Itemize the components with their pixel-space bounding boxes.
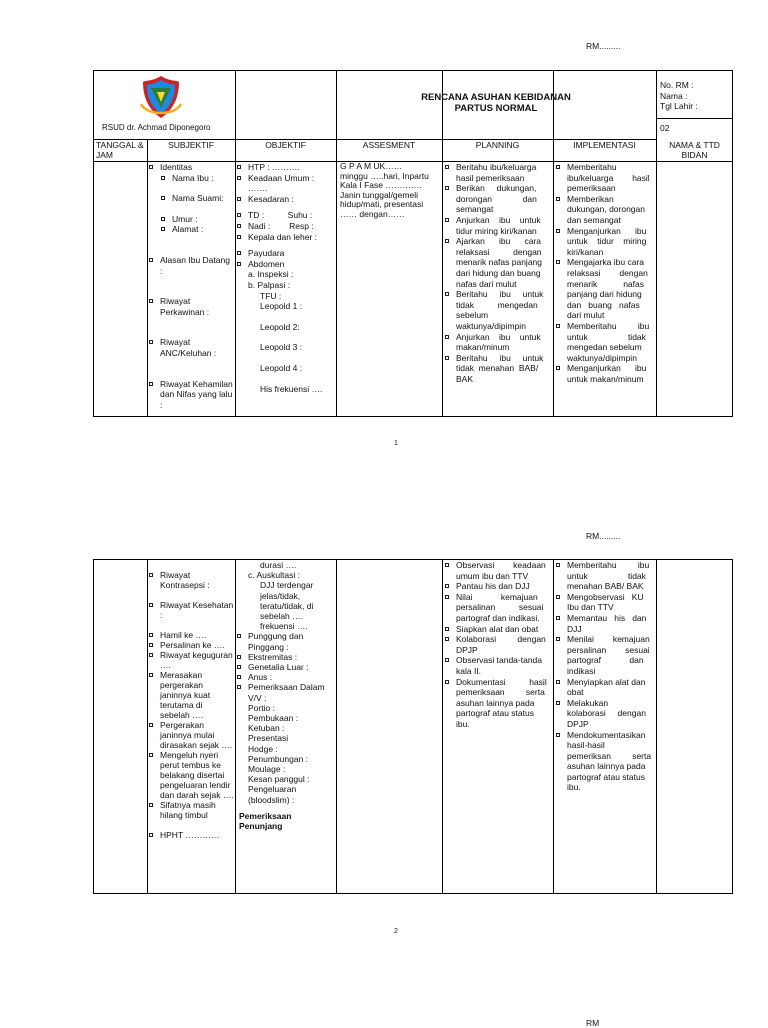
checkbox-icon [149, 382, 153, 386]
title-line1: RENCANA ASUHAN KEBIDANAN [421, 92, 571, 103]
checkbox-icon [149, 803, 153, 807]
list-line: asuhan lainnya pada [567, 761, 646, 772]
list-item [444, 353, 550, 385]
text-line: Sifatnya masih hilang timbul [160, 800, 216, 820]
list-item [444, 634, 550, 655]
list-line: waktunya/dipimpin [567, 352, 637, 363]
list-line: semangat [456, 204, 494, 215]
text-line: Alasan Ibu Datang : [160, 254, 230, 276]
list-line: kolaborasi dengan [567, 708, 646, 719]
list-line: Anjurkan ibu untuk [456, 214, 541, 225]
text-line: G P A M UK…… [340, 161, 403, 171]
list-item [555, 613, 654, 634]
checkbox-icon [237, 634, 241, 638]
text-line: Keadaan Umum : [248, 172, 315, 183]
list-line: Beritahu ibu untuk [456, 352, 544, 363]
text-line: Hodge : [248, 743, 278, 754]
text-line: Riwayat keguguran …. [160, 650, 233, 670]
checkbox-icon [237, 165, 241, 169]
list-line: untuk tidak [567, 331, 646, 342]
list-line: Melakukan [567, 697, 609, 708]
list-line: untuk tidur miring [567, 236, 647, 247]
list-line: kiri/kanan [567, 246, 604, 257]
text-line: Kesadaran : [248, 193, 294, 204]
list-line: obat [567, 687, 584, 698]
page-number-1: 1 [394, 440, 398, 447]
list-item [444, 624, 550, 635]
list-item [444, 236, 550, 289]
form-table-page2 [93, 559, 733, 894]
checkbox-icon [445, 186, 449, 190]
list-line: Beritahu ibu/keluarga [456, 162, 537, 172]
header-planning: PLANNING [475, 140, 520, 150]
header-implementasi: IMPLEMENTASI [573, 140, 636, 150]
checkbox-icon [445, 356, 449, 360]
list-line: pemeriksan serta [567, 750, 652, 761]
list-line: Memberikan [567, 193, 614, 204]
checkbox-icon [556, 260, 560, 264]
checkbox-icon [556, 680, 560, 684]
checkbox-icon [445, 595, 449, 599]
list-line: Observasi keadaan [456, 560, 546, 570]
list-line: untuk makan/minum [567, 373, 644, 384]
list-line: asuhan lainnya pada [456, 697, 535, 708]
p2-implementasi [555, 560, 654, 793]
list-line: hasil pemeriksaan [456, 172, 525, 183]
text-line: Nama Ibu : [172, 172, 214, 183]
text-line: Kesan panggul : [248, 774, 310, 785]
list-item [555, 363, 654, 384]
text-line: durasi …. [260, 560, 297, 570]
checkbox-icon [237, 665, 241, 669]
list-line: relaksasi dengan [456, 246, 542, 257]
tgl-lahir-field: Tgl Lahir : [660, 101, 698, 111]
checkbox-icon [556, 366, 560, 370]
list-line: waktunya/dipimpin [456, 320, 526, 331]
checkbox-icon [237, 176, 241, 180]
list-item [555, 162, 654, 194]
list-item [444, 215, 550, 236]
list-line: Mengobservasi KU [567, 591, 644, 602]
checkbox-icon [445, 335, 449, 339]
checkbox-icon [445, 563, 449, 567]
checkbox-icon [556, 197, 560, 201]
text-line: Abdomen [248, 258, 285, 269]
list-line: Memantau his dan [567, 612, 647, 623]
list-line: partograf atau status [567, 771, 645, 782]
form-table-page1 [93, 70, 733, 417]
p2-subjektif [148, 570, 234, 840]
text-line: hidup/mati, presentasi [340, 199, 424, 209]
list-line: Mendokumentasikan [567, 729, 646, 740]
page-number-2: 2 [394, 928, 398, 935]
no-rm-field: No. RM : [660, 80, 694, 90]
text-line: Portio : [248, 702, 275, 713]
list-line: BAK [456, 373, 474, 384]
rm-label-3: RM [586, 1018, 600, 1028]
checkbox-icon [149, 753, 153, 757]
list-item [444, 183, 550, 215]
text-line: Persalinan ke …. [160, 640, 225, 650]
list-line: partograf dan indikasi. [456, 612, 540, 623]
list-item [555, 634, 654, 676]
list-line: Menilai kemajuan [567, 634, 650, 645]
list-line: Beritahu ibu untuk [456, 289, 544, 300]
checkbox-icon [445, 292, 449, 296]
checkbox-icon [445, 627, 449, 631]
list-line: Siapkan alat dan obat [456, 623, 539, 634]
list-line: partograf dan [567, 655, 644, 666]
list-line: persalinan sesuai [567, 644, 650, 655]
checkbox-icon [149, 258, 153, 262]
text-line: HPHT ………… [160, 830, 220, 840]
checkbox-icon [237, 213, 241, 217]
checkbox-icon [556, 324, 560, 328]
list-item [555, 698, 654, 730]
list-item [555, 321, 654, 363]
text-line: Kepala dan leher : [248, 231, 317, 242]
p1-objektif [236, 162, 335, 394]
checkbox-icon [149, 723, 153, 727]
rm-label: RM......... [586, 41, 621, 51]
text-line: Leopold 4 : [260, 362, 303, 373]
nama-field: Nama : [660, 90, 688, 101]
text-line: Nama Suami: [172, 193, 224, 204]
text-line: Riwayat Perkawinan : [160, 296, 210, 317]
list-item [444, 560, 550, 581]
list-line: DJJ [567, 623, 582, 634]
p1-planning [444, 162, 550, 384]
checkbox-icon [149, 573, 153, 577]
checkbox-icon [556, 595, 560, 599]
checkbox-icon [556, 229, 560, 233]
text-line: Mengeluh nyeri perut tembus ke belakang disertai pengeluaran lendir dan darah sejak …. [160, 750, 234, 800]
list-line: dari hidung dan buang [456, 267, 541, 278]
text-line: Kala I Fase …………. [340, 180, 422, 190]
text-line: a. Inspeksi : [248, 269, 294, 280]
list-item [555, 257, 654, 321]
checkbox-icon [237, 685, 241, 689]
list-item [555, 226, 654, 258]
list-line: Pantau his dan DJJ [456, 581, 530, 592]
list-line: dorongan dan [456, 193, 537, 204]
list-line: DPJP [567, 718, 589, 729]
p1-assesment [340, 162, 440, 219]
checkbox-icon [149, 643, 153, 647]
checkbox-icon [149, 299, 153, 303]
list-line: persalinan sesuai [456, 602, 544, 613]
list-line: mengedan sebelum [567, 342, 642, 353]
list-item [444, 655, 550, 676]
checkbox-icon [237, 262, 241, 266]
text-line: Leopold 3 : [260, 342, 303, 353]
text-line: Moulage : [248, 764, 286, 775]
rm-label-2: RM......... [586, 531, 621, 541]
text-line: Pembukaan : [248, 713, 299, 724]
text-line: Riwayat ANC/Keluhan : [160, 337, 217, 358]
checkbox-icon [149, 673, 153, 677]
list-line: umum ibu dan TTV [456, 570, 529, 581]
list-line: Memberitahu [567, 162, 617, 172]
list-line: sebelum [456, 310, 489, 321]
text-line: Hamil ke …. [160, 630, 207, 640]
patient-id-block [660, 80, 698, 112]
text-line: frekuensi …. [260, 621, 308, 632]
checkbox-icon [237, 251, 241, 255]
list-line: tidur miring kiri/kanan [456, 225, 537, 236]
list-line: menahan BAB/ BAK [567, 581, 644, 592]
list-item [555, 592, 654, 613]
text-line: Identitas [160, 162, 193, 172]
checkbox-icon [237, 224, 241, 228]
text-line: Punggung dan Pinggang : [248, 631, 304, 652]
p2-planning [444, 560, 550, 730]
p1-subjektif [148, 162, 234, 410]
text-line: Riwayat Kontrasepsi : [160, 570, 210, 590]
header-assesment: ASSESMENT [362, 140, 416, 150]
list-item [555, 194, 654, 226]
text-line: Leopold 2: [260, 321, 300, 332]
header-nama-ttd: NAMA & TTD BIDAN [669, 140, 720, 160]
text-line: His frekuensi …. [260, 383, 323, 394]
text-line: Ekstremitas : [248, 651, 298, 662]
list-line: partograf atau status [456, 708, 534, 719]
checkbox-icon [556, 701, 560, 705]
list-line: ibu/keluarga hasil [567, 172, 650, 183]
checkbox-icon [445, 658, 449, 662]
form-code: 02 [660, 123, 670, 133]
list-line: relaksasi dengan [567, 267, 648, 278]
list-line: Menganjurkan ibu [567, 225, 647, 236]
list-line: Dokumentasi hasil [456, 676, 547, 687]
checkbox-icon [556, 733, 560, 737]
checkbox-icon [556, 616, 560, 620]
checkbox-icon [556, 637, 560, 641]
list-line: tidak menahan BAB/ [456, 363, 539, 374]
checkbox-icon [445, 239, 449, 243]
list-line: DPJP [456, 644, 478, 655]
text-line: Pergerakan janinnya mulai dirasakan sejak …. [160, 720, 233, 750]
list-line: Ajarkan ibu cara [456, 236, 542, 247]
list-item [555, 560, 654, 592]
checkbox-icon [556, 165, 560, 169]
text-line: Merasakan pergerakan janinnya kuat terutama di sebelah …. [160, 670, 211, 720]
text-line: c. Auskultasi : [248, 570, 300, 581]
list-line: panjang dari hidung [567, 289, 642, 300]
checkbox-icon [161, 217, 165, 221]
list-item [555, 677, 654, 698]
list-line: tidak mengedan [456, 299, 538, 310]
checkbox-icon [445, 637, 449, 641]
list-line: dari mulut [567, 310, 605, 321]
list-item [444, 581, 550, 592]
list-line: Menganjurkan ibu [567, 363, 647, 374]
checkbox-icon [237, 675, 241, 679]
text-line: Ketuban : [248, 723, 285, 734]
text-line: Pengeluaran (bloodslim) : [248, 784, 297, 805]
list-line: indikasi [567, 665, 596, 676]
checkbox-icon [149, 165, 153, 169]
pemeriksaan-penunjang: Pemeriksaan Penunjang [239, 810, 292, 832]
checkbox-icon [149, 340, 153, 344]
list-line: dukungan, dorongan [567, 204, 645, 215]
list-line: untuk tidak [567, 570, 646, 581]
list-line: Anjurkan ibu untuk [456, 331, 541, 342]
list-line: menarik nafas panjang [456, 257, 543, 268]
checkbox-icon [445, 218, 449, 222]
list-item [444, 677, 550, 730]
text-line: Penumbungan : [248, 753, 309, 764]
list-line: ibu. [456, 718, 470, 729]
text-line: HTP : ………. [248, 162, 300, 172]
text-line: …… dengan…… [340, 208, 405, 219]
hospital-name: RSUD dr. Achmad Diponegoro [102, 123, 211, 132]
checkbox-icon [237, 197, 241, 201]
checkbox-icon [237, 235, 241, 239]
text-line: minggu …..hari, Inpartu [340, 170, 429, 181]
checkbox-icon [445, 680, 449, 684]
list-line: Observasi tanda-tanda [456, 655, 542, 666]
checkbox-icon [161, 227, 165, 231]
list-line: dan semangat [567, 214, 621, 225]
list-line: menarik nafas [567, 278, 645, 289]
text-line: Anus : [248, 672, 273, 683]
list-line: pemeriksaan serta [456, 687, 545, 698]
text-line: TD : Suhu : [248, 210, 313, 221]
checkbox-icon [149, 833, 153, 837]
checkbox-icon [237, 655, 241, 659]
list-item [444, 592, 550, 624]
list-item [444, 289, 550, 331]
list-item [444, 332, 550, 353]
text-line: Umur : [172, 213, 198, 224]
text-line: Riwayat Kesehatan : [160, 600, 234, 620]
list-item [444, 162, 550, 183]
header-subjektif: SUBJEKTIF [168, 140, 214, 150]
list-line: Menyiapkan alat dan [567, 676, 646, 687]
p1-implementasi [555, 162, 654, 384]
header-objektif: OBJEKTIF [265, 140, 306, 150]
hospital-logo [139, 74, 183, 120]
list-line: kala II. [456, 665, 482, 676]
list-line: Mengajarka ibu cara [567, 257, 645, 268]
p2-objektif [236, 560, 335, 831]
list-line: Nilai kemajuan [456, 591, 538, 602]
text-line: Riwayat Kehamilan dan Nifas yang lalu : [160, 378, 233, 410]
checkbox-icon [149, 653, 153, 657]
text-line: Nadi : Resp : [248, 220, 314, 231]
text-line: DJJ terdengar jelas/tidak, teratu/tidak, di sebelah …. [260, 580, 314, 622]
list-item [555, 730, 654, 794]
text-line: Alamat : [172, 224, 204, 235]
text-line: Pemeriksaan Dalam V/V : [248, 682, 325, 703]
list-line: ibu. [567, 782, 581, 793]
text-line: ……. [248, 183, 268, 194]
list-line: hasil-hasil [567, 740, 605, 751]
checkbox-icon [445, 165, 449, 169]
list-line: Memberitahu ibu [567, 560, 650, 570]
text-line: Payudara [248, 248, 285, 259]
list-line: nafas dari mulut [456, 278, 517, 289]
text-line: Presentasi [248, 733, 289, 744]
list-line: Memberitahu ibu [567, 320, 650, 331]
list-line: Ibu dan TTV [567, 602, 614, 613]
checkbox-icon [161, 176, 165, 180]
header-tanggal: TANGGAL & JAM [96, 140, 144, 160]
text-line: b. Palpasi : [248, 279, 291, 290]
list-line: Kolaborasi dengan [456, 634, 546, 645]
checkbox-icon [556, 563, 560, 567]
form-title [336, 92, 656, 114]
text-line: Leopold 1 : [260, 301, 303, 312]
checkbox-icon [149, 633, 153, 637]
checkbox-icon [161, 196, 165, 200]
text-line: Janin tunggal/gemeli [340, 189, 418, 200]
list-line: pemeriksaan [567, 183, 616, 194]
list-line: makan/minum [456, 342, 510, 353]
list-line: dan buang nafas [567, 299, 640, 310]
text-line: TFU : [260, 290, 282, 301]
text-line: Genetalia Luar : [248, 662, 309, 673]
list-line: Berikan dukungan, [456, 183, 537, 194]
title-line2: PARTUS NORMAL [454, 103, 538, 114]
checkbox-icon [149, 603, 153, 607]
checkbox-icon [445, 584, 449, 588]
